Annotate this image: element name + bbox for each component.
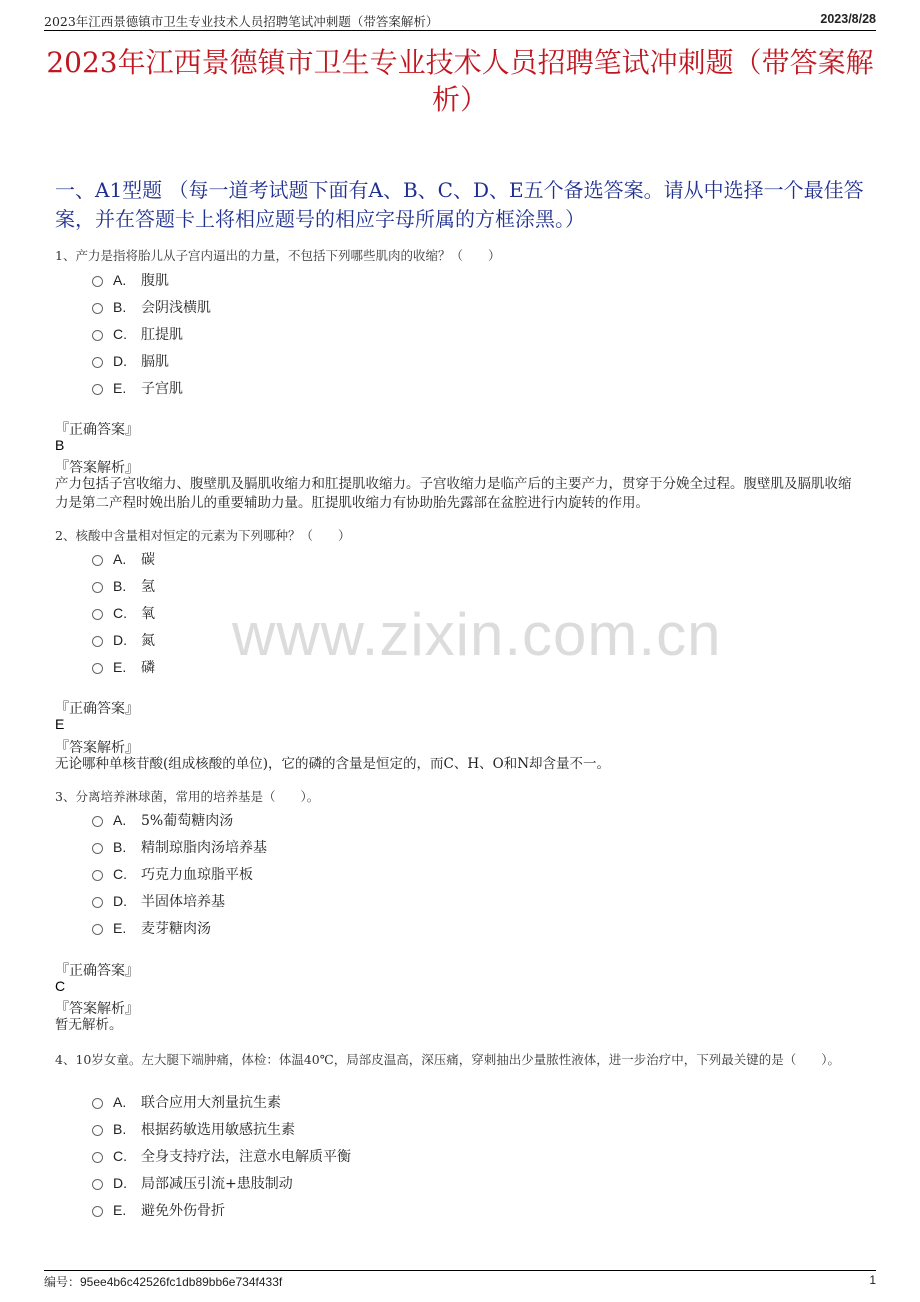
- radio-icon[interactable]: [92, 330, 103, 341]
- question-4-option-a[interactable]: A. 联合应用大剂量抗生素: [92, 1092, 281, 1112]
- radio-icon[interactable]: [92, 582, 103, 593]
- header-title: 2023年江西景德镇市卫生专业技术人员招聘笔试冲刺题（带答案解析）: [44, 14, 439, 29]
- document-id: 编号：95ee4b6c42526fc1db89bb6e734f433f: [44, 1275, 283, 1289]
- radio-icon[interactable]: [92, 1179, 103, 1190]
- question-3-option-b[interactable]: B. 精制琼脂肉汤培养基: [92, 837, 267, 857]
- radio-icon[interactable]: [92, 663, 103, 674]
- radio-icon[interactable]: [92, 276, 103, 287]
- question-1-option-d[interactable]: D. 膈肌: [92, 351, 169, 371]
- question-2-option-b[interactable]: B. 氢: [92, 576, 155, 596]
- question-1-explanation: 产力包括子宫收缩力、腹壁肌及膈肌收缩力和肛提肌收缩力。子宫收缩力是临产后的主要产力，贯穿于分娩全过程。腹壁肌及膈肌收缩力是第二产程时娩出胎儿的重要辅助力量。肛提肌收缩力有协助胎先露部在盆腔进行内旋转的作用。: [55, 476, 852, 511]
- page-footer: [44, 1270, 876, 1289]
- question-1-option-e[interactable]: E. 子宫肌: [92, 378, 183, 398]
- watermark: www.zixin.com.cn: [232, 601, 722, 668]
- question-3-option-c[interactable]: C. 巧克力血琼脂平板: [92, 864, 253, 884]
- question-3-text: 3、分离培养淋球菌，常用的培养基是（ ）。: [55, 789, 320, 804]
- radio-icon[interactable]: [92, 1152, 103, 1163]
- question-2-option-d[interactable]: D. 氮: [92, 630, 155, 650]
- radio-icon[interactable]: [92, 384, 103, 395]
- question-3-option-a[interactable]: A. 5%葡萄糖肉汤: [92, 810, 233, 830]
- section-heading: 一、A1型题 （每一道考试题下面有A、B、C、D、E五个备选答案。请从中选择一个最佳答案，并在答题卡上将相应题号的相应字母所属的方框涂黑。）: [55, 178, 864, 231]
- radio-icon[interactable]: [92, 357, 103, 368]
- question-4-option-d[interactable]: D. 局部减压引流+患肢制动: [92, 1173, 293, 1193]
- radio-icon[interactable]: [92, 1125, 103, 1136]
- page-header: [44, 12, 876, 31]
- question-2-explanation: 无论哪种单核苷酸(组成核酸的单位)，它的磷的含量是恒定的，而C、H、O和N却含量不一。: [55, 756, 611, 772]
- question-1-text: 1、产力是指将胎儿从子宫内逼出的力量，不包括下列哪些肌肉的收缩？（ ）: [55, 248, 501, 263]
- radio-icon[interactable]: [92, 609, 103, 620]
- question-2-option-c[interactable]: C. 氧: [92, 603, 155, 623]
- question-4-text: 4、10岁女童。左大腿下端肿痛，体检：体温40℃，局部皮温高，深压痛，穿刺抽出少量脓性液体，进一步治疗中，下列最关键的是（ ）。: [55, 1052, 841, 1067]
- radio-icon[interactable]: [92, 636, 103, 647]
- explanation-label: 『答案解析』: [55, 740, 139, 756]
- question-3-option-e[interactable]: E. 麦芽糖肉汤: [92, 918, 211, 938]
- question-1-answer: B: [55, 437, 65, 453]
- header-date: 2023/8/28: [820, 12, 876, 26]
- question-4-option-e[interactable]: E. 避免外伤骨折: [92, 1200, 225, 1220]
- radio-icon[interactable]: [92, 924, 103, 935]
- document-title: 2023年江西景德镇市卫生专业技术人员招聘笔试冲刺题（带答案解析）: [46, 46, 874, 116]
- question-2-option-e[interactable]: E. 磷: [92, 657, 155, 677]
- radio-icon[interactable]: [92, 555, 103, 566]
- answer-label: 『正确答案』: [55, 701, 139, 717]
- radio-icon[interactable]: [92, 1098, 103, 1109]
- radio-icon[interactable]: [92, 870, 103, 881]
- question-2-option-a[interactable]: A. 碳: [92, 549, 155, 569]
- question-2-text: 2、核酸中含量相对恒定的元素为下列哪种？（ ）: [55, 528, 351, 543]
- radio-icon[interactable]: [92, 303, 103, 314]
- question-1-option-a[interactable]: A. 腹肌: [92, 270, 169, 290]
- page-number: 1: [869, 1273, 876, 1287]
- radio-icon[interactable]: [92, 897, 103, 908]
- answer-label: 『正确答案』: [55, 963, 139, 979]
- question-3-option-d[interactable]: D. 半固体培养基: [92, 891, 225, 911]
- answer-label: 『正确答案』: [55, 422, 139, 438]
- question-2-answer: E: [55, 716, 65, 732]
- question-4-option-c[interactable]: C. 全身支持疗法，注意水电解质平衡: [92, 1146, 351, 1166]
- question-1-option-b[interactable]: B. 会阴浅横肌: [92, 297, 211, 317]
- radio-icon[interactable]: [92, 843, 103, 854]
- explanation-label: 『答案解析』: [55, 1001, 139, 1017]
- question-1-option-c[interactable]: C. 肛提肌: [92, 324, 183, 344]
- question-4-option-b[interactable]: B. 根据药敏选用敏感抗生素: [92, 1119, 295, 1139]
- radio-icon[interactable]: [92, 816, 103, 827]
- question-3-answer: C: [55, 978, 66, 994]
- question-3-explanation: 暂无解析。: [55, 1017, 123, 1033]
- radio-icon[interactable]: [92, 1206, 103, 1217]
- explanation-label: 『答案解析』: [55, 460, 139, 476]
